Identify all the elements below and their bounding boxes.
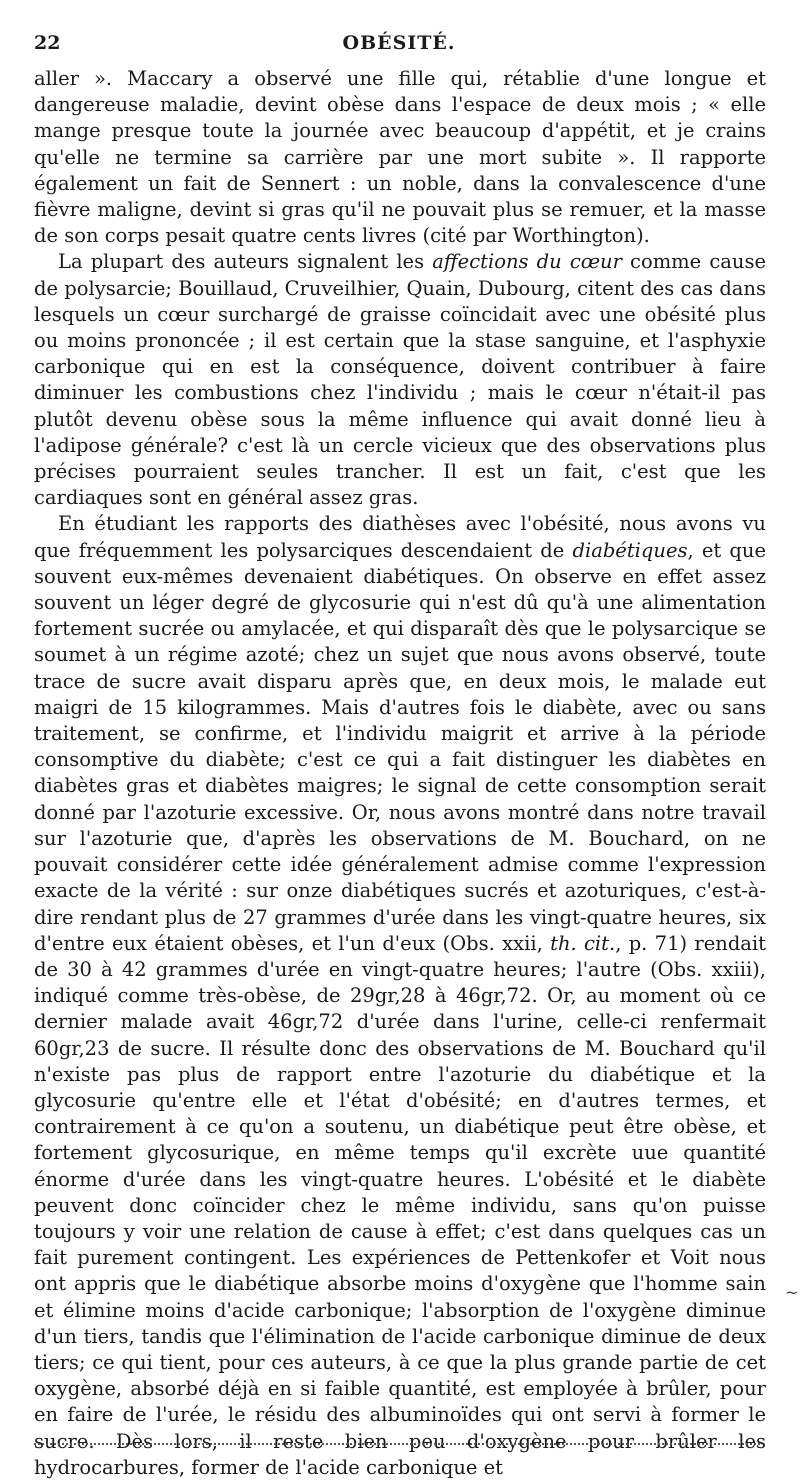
text-run: comme cause de polysarcie; Bouillaud, Cruveilhier, Quain, Dubourg, citent des cas dans lesquels un cœur surchargé de graisse coïncidait avec une obésité plus ou moins prononcée ; il est certain que la stase sanguine, et l'asphyxie carbonique qui en est la conséquence, doivent contribuer à faire diminuer les combustions chez l'individu ; mais le cœur n'était-il pas plutôt devenu obèse sous la même influence qui avait donné lieu à l'adipose générale? c'est là un cercle vicieux que des observations plus précises pourraient seules trancher. Il est un fait, c'est que les cardiaques sont en général assez gras. (34, 250, 766, 510)
text-run: , p. 71) rendait de 30 à 42 grammes d'urée en vingt-quatre heures; l'autre (Obs. xxiii), indiqué comme très-obèse, de 29gr,28 à 46gr,72. Or, au moment où ce dernier malade avait 46gr,72 d'urée dans l'urine, celle-ci renfermait 60gr,23 de sucre. Il résulte donc des observations de M. Bouchard qu'il n'existe pas plus de rapport entre l'azoturie du diabétique et la glycosurie qu'entre elle et l'état d'obésité; en d'autres termes, et contrairement à ce qu'on a soutenu, un diabétique peut être obèse, et fortement glycosurique, en même temps qu'il excrète uue quantité énorme d'urée dans les vingt-quatre heures. L'obésité et le diabète peuvent donc coïncider chez le même individu, sans qu'on puisse toujours y voir une relation de cause à effet; c'est dans quelques cas un fait purement contingent. Les expériences de Pettenkofer et Voit nous ont appris que le diabétique absorbe moins d'oxygène que l'homme sain et élimine moins d'acide carbonique; l'absorption de l'oxygène diminue d'un tiers, tandis que l'élimination de l'acide carbonique diminue de deux tiers; ce qui tient, pour ces auteurs, à ce que la plus grande partie de cet oxygène, absorbé déjà en si faible quantité, est employée à brûler, pour en faire de l'urée, le résidu des albuminoïdes qui ont servi à former le sucre. Dès lors, il reste bien peu d'oxygène pour brûler les hydrocarbures, former de l'acide carbonique et (34, 931, 767, 1479)
page-number: 22 (34, 32, 61, 54)
paragraph (34, 249, 766, 511)
italic-text: diabétiques (572, 538, 688, 562)
paragraph (34, 511, 766, 1481)
running-title: OBÉSITÉ. (342, 32, 456, 54)
text-run: aller ». Maccary a observé une fille qui, rétablie d'une longue et dangereuse maladie, devint obèse dans l'espace de deux mois ; « elle mange presque toute la journée avec beaucoup d'appétit, et je crains qu'elle ne termine sa carrière par une mort subite ». Il rapporte également un fait de Sennert : un noble, dans la convalescence d'une fièvre maligne, devint si gras qu'il ne pouvait plus se remuer, et la masse de son corps pesait quatre cents livres (cité par Worthington). (34, 67, 766, 248)
italic-text: th. cit. (550, 931, 616, 955)
page-header (34, 32, 764, 56)
margin-mark: ~ (785, 1283, 799, 1302)
footer-dotted-line (34, 1443, 760, 1445)
italic-text: affections du cœur (432, 250, 622, 274)
body-text (34, 66, 766, 1481)
paragraph (34, 66, 766, 249)
text-run: En étudiant les rapports des diathèses avec l'obésité, nous avons vu que fréquemment les polysarciques descendaient de (34, 512, 766, 562)
text-run: , et que souvent eux-mêmes devenaient diabétiques. On observe en effet assez souvent un léger degré de glycosurie qui n'est dû qu'à une alimentation fortement sucrée ou amylacée, et qui disparaît dès que le polysarcique se soumet à un régime azoté; chez un sujet que nous avons observé, toute trace de sucre avait disparu après que, en deux mois, le malade eut maigri de 15 kilogrammes. Mais d'autres fois le diabète, avec ou sans traitement, se confirme, et l'individu maigrit et arrive à la période consomptive du diabète; c'est ce qui a fait distinguer les diabètes en diabètes gras et diabètes maigres; le signal de cette consomption serait donné par l'azoturie excessive. Or, nous avons montré dans notre travail sur l'azoturie que, d'après les observations de M. Bouchard, on ne pouvait considérer cette idée généralement admise comme l'expression exacte de la vérité : sur onze diabétiques sucrés et azoturiques, c'est-à-dire rendant plus de 27 grammes d'urée dans les vingt-quatre heures, six d'entre eux étaient obèses, et l'un d'eux (Obs. xxii, (34, 538, 766, 955)
text-run: La plupart des auteurs signalent les (58, 250, 433, 274)
